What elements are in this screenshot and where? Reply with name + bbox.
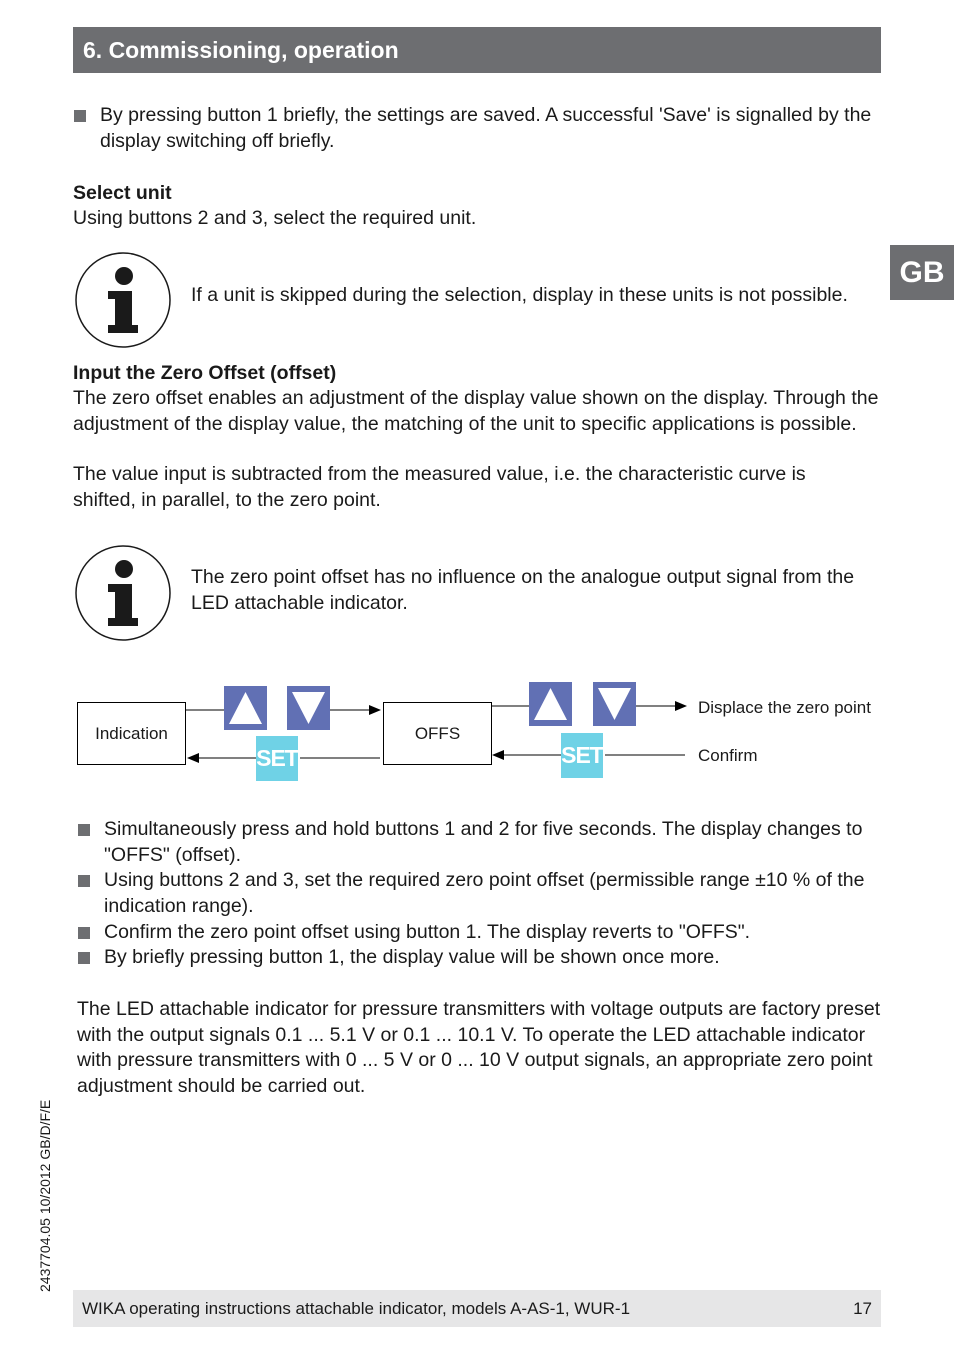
step-item: Confirm the zero point offset using button 1. The display reverts to "OFFS". <box>104 921 751 943</box>
zero-offset-heading: Input the Zero Offset (offset) <box>73 362 337 384</box>
zero-offset-para-2: The value input is subtracted from the measured value, i.e. the characteristic curve is shifted, in parallel, to the zero point. <box>73 463 806 511</box>
bullet-marker <box>78 927 90 939</box>
zero-offset-para-1: The zero offset enables an adjustment of the display value shown on the display. Through the adjustment of the display value, the matching of the unit to specific applications is possible. <box>73 387 879 435</box>
bullet-marker <box>78 952 90 964</box>
section-title: 6. Commissioning, operation <box>73 27 881 73</box>
language-tab: GB <box>890 245 954 300</box>
offs-box: OFFS <box>383 702 492 765</box>
document-code: 2437704.05 10/2012 GB/D/F/E <box>37 1099 53 1292</box>
page-footer <box>73 1290 881 1327</box>
page-number: 17 <box>853 1299 872 1318</box>
set-button-icon: SET <box>256 736 298 781</box>
zero-offset-note: The zero point offset has no influence on the analogue output signal from the LED attachable indicator. <box>191 566 855 614</box>
confirm-label: Confirm <box>698 746 758 765</box>
set-button-icon: SET <box>561 733 603 778</box>
step-item: Simultaneously press and hold buttons 1 and 2 for five seconds. The display changes to "OFFS" (offset). <box>104 818 863 866</box>
down-button-icon <box>287 686 330 730</box>
closing-paragraph: The LED attachable indicator for pressure transmitters with voltage outputs are factory preset with the output signals 0.1 ... 5.1 V or 0.1 ... 10.1 V. To operate the LED attachable indicator with pressure transmitters with 0 ... 5 V or 0 ... 10 V output signals, an appropriate zero point adjustment should be carried out. <box>77 998 881 1097</box>
bullet-marker <box>78 875 90 887</box>
indication-box: Indication <box>77 702 186 765</box>
intro-bullet-text: By pressing button 1 briefly, the settings are saved. A successful 'Save' is signalled by the display switching off briefly. <box>100 104 872 152</box>
up-button-icon <box>529 682 572 726</box>
up-button-icon <box>224 686 267 730</box>
step-item: Using buttons 2 and 3, set the required zero point offset (permissible range ±10 % of the indication range). <box>104 869 865 917</box>
select-unit-text: Using buttons 2 and 3, select the required unit. <box>73 207 477 229</box>
step-item: By briefly pressing button 1, the display value will be shown once more. <box>104 946 720 968</box>
select-unit-note: If a unit is skipped during the selection, display in these units is not possible. <box>191 284 848 306</box>
down-button-icon <box>593 682 636 726</box>
footer-text: WIKA operating instructions attachable indicator, models A-AS-1, WUR-1 <box>82 1299 631 1318</box>
bullet-marker <box>78 824 90 836</box>
displace-zero-label: Displace the zero point <box>698 698 871 717</box>
select-unit-heading: Select unit <box>73 182 172 204</box>
